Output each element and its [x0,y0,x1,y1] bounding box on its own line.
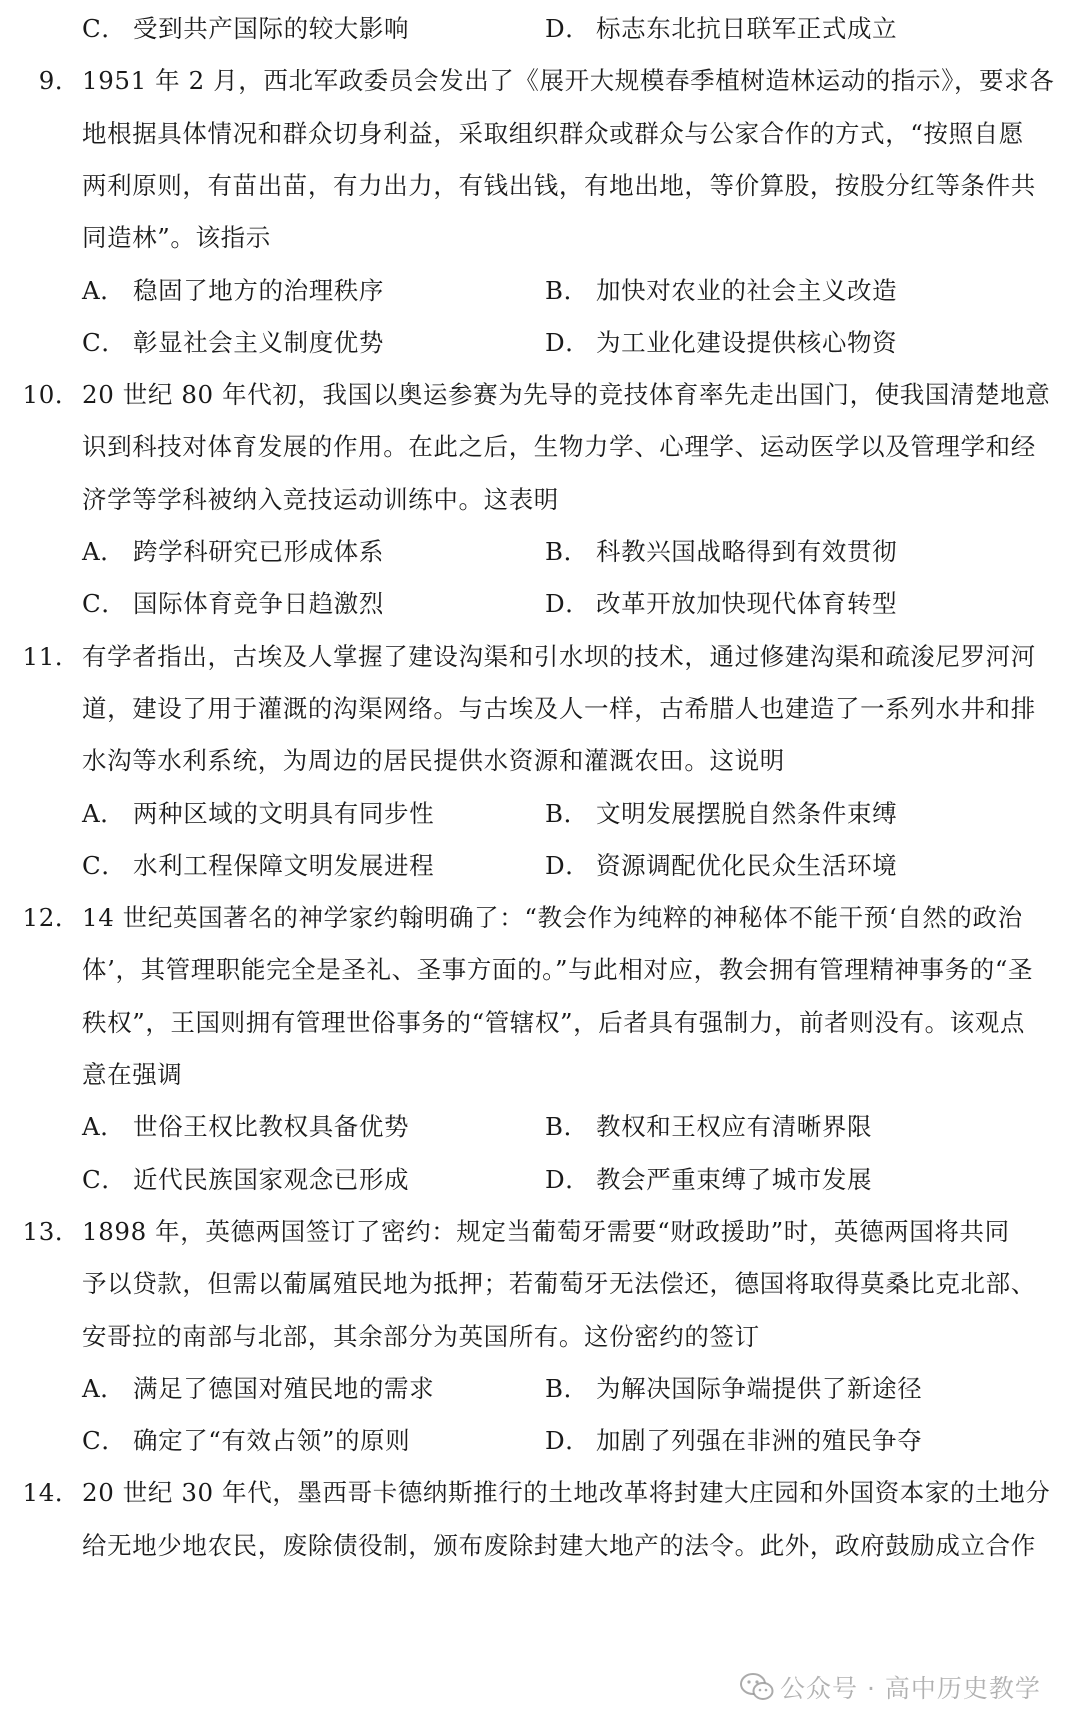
option-text: 确定了“有效占领”的原则 [133,1426,411,1456]
option-text: 国际体育竞争日趋激烈 [133,589,384,619]
question-text-continuation [0,209,1080,266]
option-row [0,1151,1080,1208]
question-text: 两利原则，有苗出苗，有力出力，有钱出钱，有地出地，等价算股，按股分红等条件共 [82,170,1036,200]
option-row [0,262,1080,319]
option-letter: A． [82,275,126,305]
option-row [0,314,1080,371]
question-text: 1951 年 2 月，西北军政委员会发出了《展开大规模春季植树造林运动的指示》，要求各 [82,66,1055,96]
question-text-continuation [0,1517,1080,1574]
question-line [0,366,1080,423]
question-line [0,889,1080,946]
question-text: 1898 年，英德两国签订了密约：规定当葡萄牙需要“财政援助”时，英德两国将共同 [82,1216,1010,1246]
option-letter: B． [545,537,589,566]
question-text: 14 世纪英国著名的神学家约翰明确了：“教会作为纯粹的神秘体不能干预‘自然的政治 [82,903,1023,933]
question-text-continuation [0,105,1080,162]
question-text-continuation [0,994,1080,1051]
option-text: 改革开放加快现代体育转型 [596,589,898,619]
question-text: 水沟等水利系统，为周边的居民提供水资源和灌溉农田。这说明 [82,746,785,776]
question-line [0,1464,1080,1521]
question-text: 济学等学科被纳入竞技运动训练中。这表明 [82,484,559,514]
option-text: 教权和王权应有清晰界限 [596,1112,873,1142]
option-letter: C． [82,589,127,619]
option-text: 彰显社会主义制度优势 [133,327,384,357]
option-letter: A． [82,537,126,566]
option-letter: A． [82,1373,126,1403]
option-text: 加快对农业的社会主义改造 [596,275,898,305]
option-row [0,523,1080,580]
question-line [0,1203,1080,1260]
question-text: 给无地少地农民，废除债役制，颁布废除封建大地产的法令。此外，政府鼓励成立合作 [82,1530,1036,1560]
option-row [0,1360,1080,1417]
option-text: 世俗王权比教权具备优势 [133,1112,410,1142]
question-number: 9． [38,66,80,96]
question-number: 14． [22,1478,80,1508]
option-row [0,1412,1080,1469]
option-letter: C． [82,1426,127,1456]
question-text: 同造林”。该指示 [82,223,271,253]
option-letter: B． [545,1112,589,1142]
question-text: 地根据具体情况和群众切身利益，采取组织群众或群众与公家合作的方式，“按照自愿 [82,118,1024,148]
question-text: 识到科技对体育发展的作用。在此之后，生物力学、心理学、运动医学以及管理学和经 [82,432,1036,462]
option-text: 近代民族国家观念已形成 [133,1164,410,1194]
option-letter: D． [545,327,591,357]
option-text: 资源调配优化民众生活环境 [596,850,898,880]
question-text-continuation [0,1046,1080,1103]
question-text-continuation [0,680,1080,737]
question-line [0,52,1080,109]
question-number: 12． [22,903,80,933]
option-text: 加剧了列强在非洲的殖民争夺 [596,1426,923,1456]
question-text-continuation [0,1255,1080,1312]
option-text: 为工业化建设提供核心物资 [596,327,898,357]
option-letter: D． [545,14,591,43]
question-text: 道，建设了用于灌溉的沟渠网络。与古埃及人一样，古希腊人也建造了一系列水井和排 [82,693,1036,723]
option-text: 跨学科研究已形成体系 [133,537,384,566]
option-text: 教会严重束缚了城市发展 [596,1164,873,1194]
question-text-continuation [0,418,1080,475]
option-letter: B． [545,1373,589,1403]
wechat-icon [740,1673,774,1701]
option-letter: D． [545,1426,591,1456]
option-row [0,785,1080,842]
watermark [740,1667,1041,1707]
question-number: 11． [22,641,80,671]
question-number: 10． [22,380,80,410]
option-row [0,1098,1080,1155]
watermark-text: 公众号 · 高中历史教学 [780,1674,1041,1703]
question-text-continuation [0,157,1080,214]
option-row [0,575,1080,632]
option-text: 标志东北抗日联军正式成立 [596,14,898,43]
option-text: 受到共产国际的较大影响 [133,14,410,43]
option-row [0,0,1080,57]
question-text: 20 世纪 30 年代，墨西哥卡德纳斯推行的土地改革将封建大庄园和外国资本家的土地分 [82,1478,1051,1508]
question-text-continuation [0,471,1080,528]
question-text: 体’，其管理职能完全是圣礼、圣事方面的。”与此相对应，教会拥有管理精神事务的“圣 [82,955,1034,985]
option-text: 满足了德国对殖民地的需求 [133,1373,435,1403]
question-number: 13． [22,1216,80,1246]
option-text: 两种区域的文明具有同步性 [133,798,435,828]
question-text-continuation [0,1308,1080,1365]
option-row [0,837,1080,894]
question-text: 意在强调 [82,1060,183,1089]
question-line [0,628,1080,685]
option-letter: A． [82,1112,126,1142]
question-text: 安哥拉的南部与北部，其余部分为英国所有。这份密约的签订 [82,1321,760,1351]
option-letter: D． [545,1164,591,1194]
option-text: 水利工程保障文明发展进程 [133,850,435,880]
question-text: 秩权”，王国则拥有管理世俗事务的“管辖权”，后者具有强制力，前者则没有。该观点 [82,1007,1025,1037]
option-text: 稳固了地方的治理秩序 [133,275,384,305]
question-text-continuation [0,941,1080,998]
option-text: 文明发展摆脱自然条件束缚 [596,798,898,828]
option-letter: C． [82,14,127,43]
option-letter: C． [82,327,127,357]
option-letter: B． [545,275,589,305]
question-text: 20 世纪 80 年代初，我国以奥运参赛为先导的竞技体育率先走出国门，使我国清楚地意 [82,380,1051,410]
option-letter: C． [82,850,127,880]
option-letter: C． [82,1164,127,1194]
option-letter: D． [545,850,591,880]
option-text: 科教兴国战略得到有效贯彻 [596,537,898,566]
option-letter: B． [545,798,589,828]
option-text: 为解决国际争端提供了新途径 [596,1373,923,1403]
question-text: 予以贷款，但需以葡属殖民地为抵押；若葡萄牙无法偿还，德国将取得莫桑比克北部、 [82,1269,1036,1299]
option-letter: D． [545,589,591,619]
question-text: 有学者指出，古埃及人掌握了建设沟渠和引水坝的技术，通过修建沟渠和疏浚尼罗河河 [82,641,1036,671]
option-letter: A． [82,798,126,828]
question-text-continuation [0,732,1080,789]
